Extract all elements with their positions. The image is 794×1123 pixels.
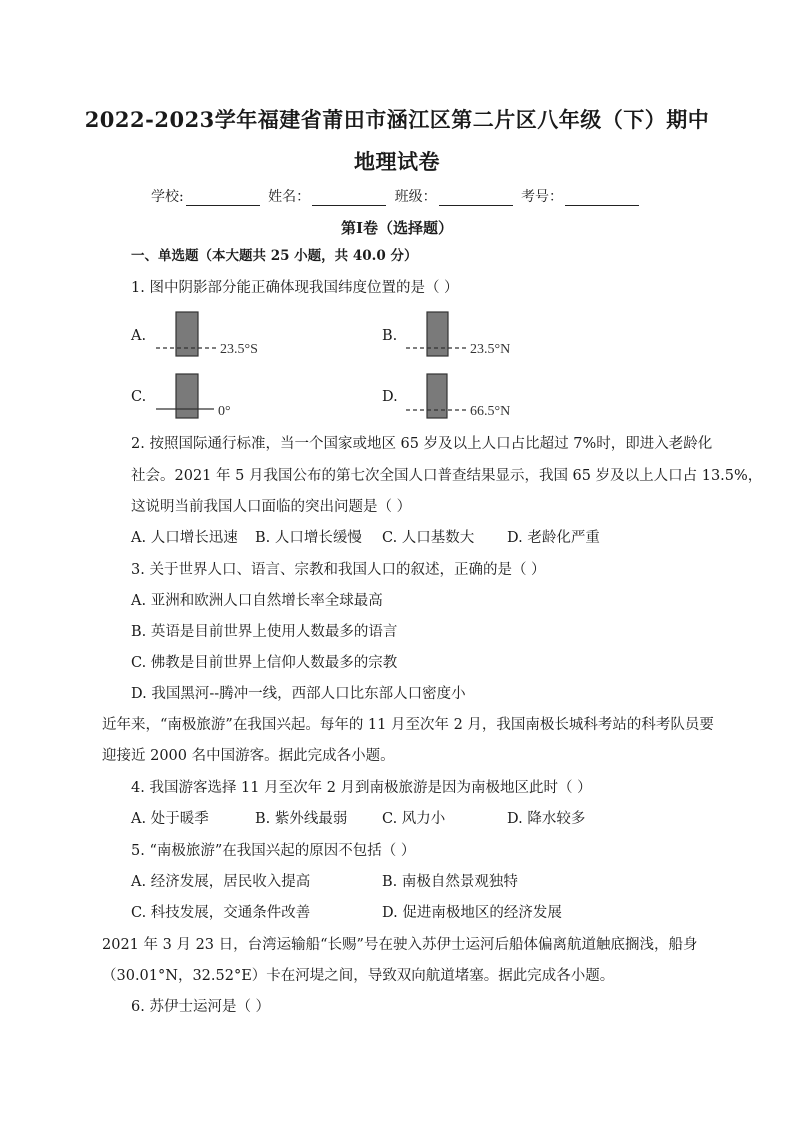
volume-title: 第I卷（选择题） [340,219,454,237]
q2-option-d: D. 老龄化严重 [507,530,600,546]
q1-figure-b [398,308,528,368]
q2-stem-line3: 这说明当前我国人口面临的突出问题是（ ） [131,499,412,515]
latitude-label: 23.5°N [470,342,511,357]
shaded-latitude-band [427,312,448,356]
school-blank [186,191,260,206]
q6-stem: 6. 苏伊士运河是（ ） [131,999,271,1015]
latitude-label: 0° [218,404,231,419]
q1-stem: 1. 图中阴影部分能正确体现我国纬度位置的是（ ） [131,280,459,296]
passage-4-5-line2: 迎接近 2000 名中国游客。据此完成各小题。 [102,748,395,764]
name-label: 姓名： [268,189,311,205]
exam-no-blank [565,191,639,206]
q2-option-a: A. 人口增长迅速 [131,530,238,546]
q4-option-a: A. 处于暖季 [131,811,209,827]
q4-option-c: C. 风力小 [382,811,446,827]
q5-option-c: C. 科技发展，交通条件改善 [131,905,311,921]
q3-stem: 3. 关于世界人口、语言、宗教和我国人口的叙述，正确的是（ ） [131,562,546,578]
q5-option-b: B. 南极自然景观独特 [382,874,518,890]
q5-option-a: A. 经济发展，居民收入提高 [131,874,311,890]
q1-option-b-letter: B. [382,328,398,344]
passage-4-5-line1: 近年来，“南极旅游”在我国兴起。每年的 11 月至次年 2 月，我国南极长城科考站的科考队员要 [102,717,714,733]
q1-figure-c [148,370,278,430]
class-blank [439,191,513,206]
exam-no-label: 考号： [521,189,564,205]
q1-option-d-letter: D. [382,389,398,405]
shaded-latitude-band [176,374,198,418]
q1-option-c-letter: C. [131,389,147,405]
q1-figure-a [148,308,278,368]
q2-stem-line1: 2. 按照国际通行标准，当一个国家或地区 65 岁及以上人口占比超过 7%时，即进入老龄化 [131,436,713,452]
q3-option-c: C. 佛教是目前世界上信仰人数最多的宗教 [131,655,398,671]
q1-option-a-letter: A. [131,328,147,344]
name-blank [312,191,386,206]
exam-title-line2: 地理试卷 [354,149,440,174]
q3-option-a: A. 亚洲和欧洲人口自然增长率全球最高 [131,593,383,609]
school-label: 学校: [150,189,184,205]
passage-6-line1: 2021 年 3 月 23 日，台湾运输船“长赐”号在驶入苏伊士运河后船体偏离航道触底搁浅，船身 [102,937,698,953]
q2-option-b: B. 人口增长缓慢 [255,530,362,546]
q3-option-d: D. 我国黑河--腾冲一线，西部人口比东部人口密度小 [131,686,466,702]
q5-option-d: D. 促进南极地区的经济发展 [382,905,562,921]
q2-option-c: C. 人口基数大 [382,530,475,546]
q1-figure-d [398,370,528,430]
student-info-row [0,186,794,206]
section-heading: 一、单选题（本大题共 25 小题，共 40.0 分） [131,248,418,264]
shaded-latitude-band [427,374,447,418]
q4-option-d: D. 降水较多 [507,811,586,827]
q4-stem: 4. 我国游客选择 11 月至次年 2 月到南极旅游是因为南极地区此时（ ） [131,780,592,796]
latitude-label: 23.5°S [220,342,258,357]
q5-stem: 5. “南极旅游”在我国兴起的原因不包括（ ） [131,843,416,859]
class-label: 班级： [394,189,437,205]
latitude-label: 66.5°N [470,404,511,419]
q4-option-b: B. 紫外线最弱 [255,811,348,827]
passage-6-line2: （30.01°N，32.52°E）卡在河堤之间，导致双向航道堵塞。据此完成各小题。 [102,968,615,984]
shaded-latitude-band [176,312,198,356]
q3-option-b: B. 英语是目前世界上使用人数最多的语言 [131,624,398,640]
q2-stem-line2: 社会。2021 年 5 月我国公布的第七次全国人口普查结果显示，我国 65 岁及以上人口占 13.5%， [131,468,763,484]
exam-title-line1: 2022-2023学年福建省莆田市涵江区第二片区八年级（下）期中 [84,107,710,132]
